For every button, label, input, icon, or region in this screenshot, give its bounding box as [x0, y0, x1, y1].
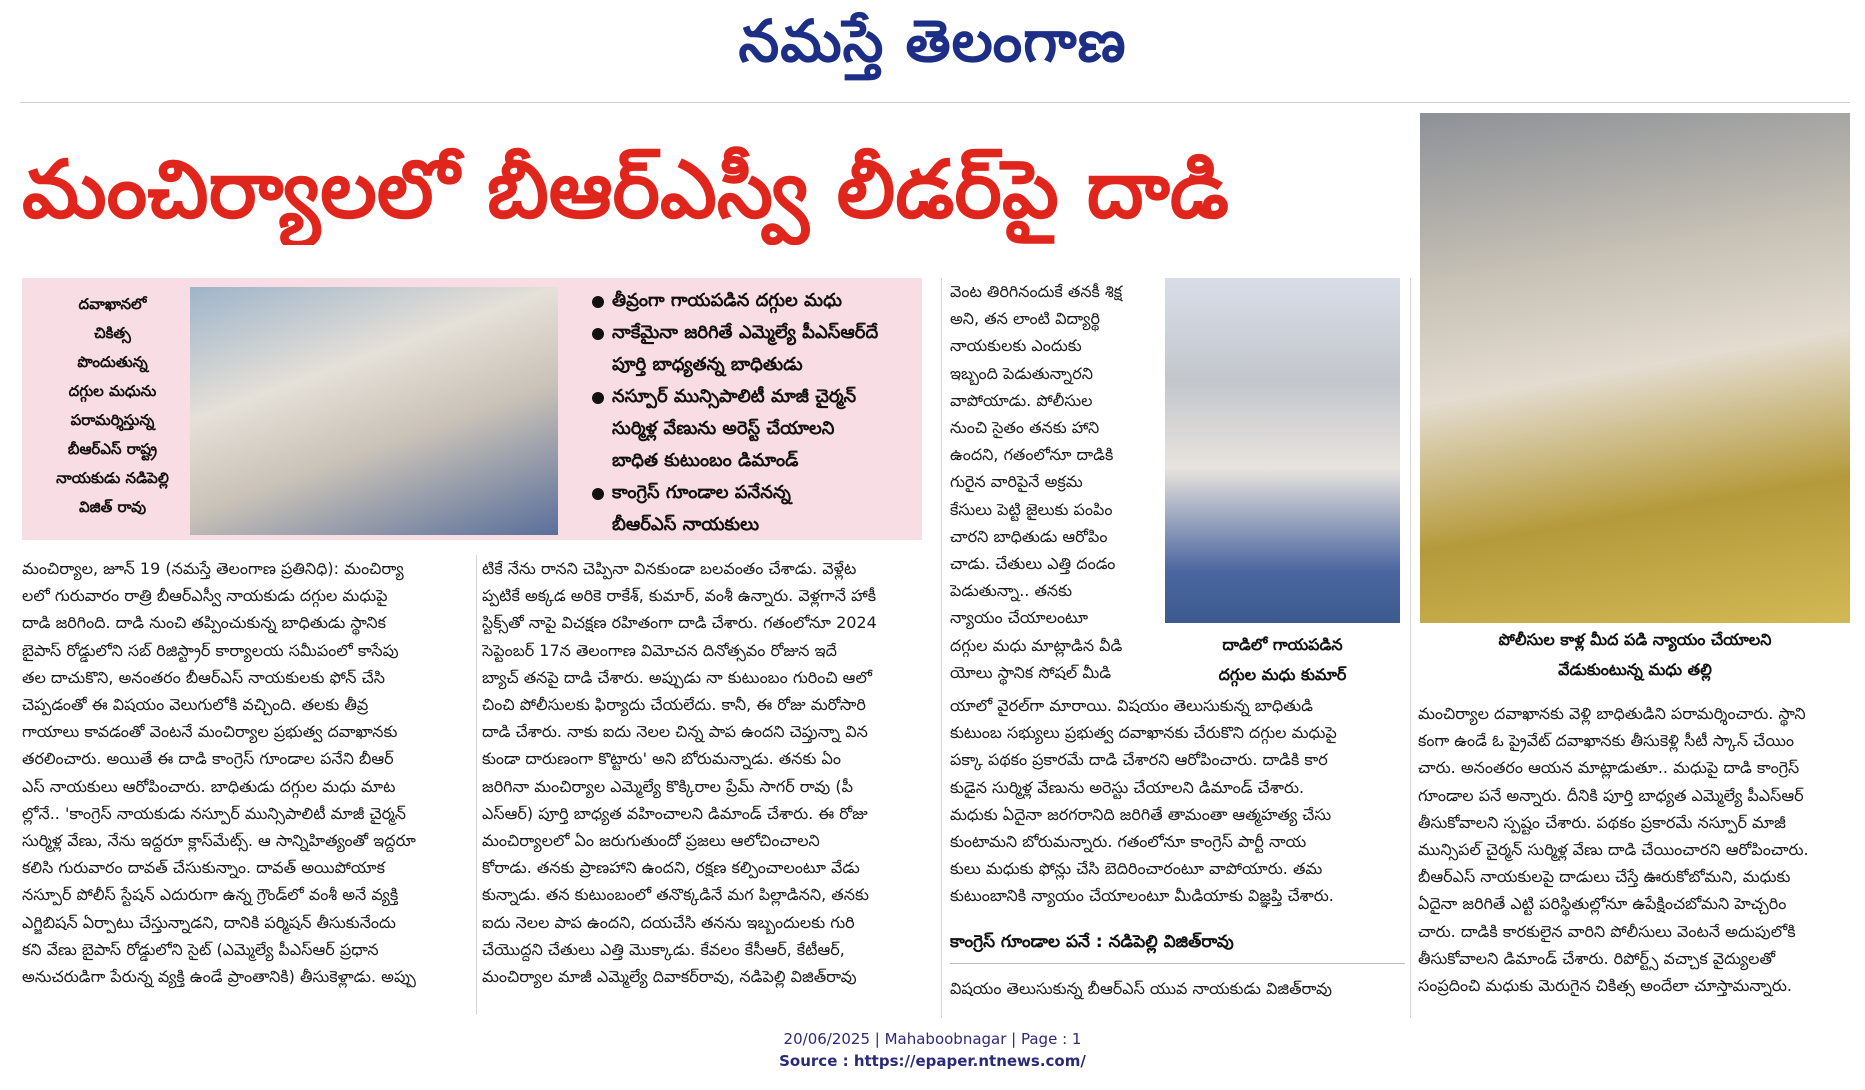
article-line: పెడుతున్నా.. తనకు: [950, 581, 1073, 601]
article-line: కుటుంబానికి న్యాయం చేయాలంటూ మీడియాకు విజ్ఞప్తి చేశారు.: [950, 886, 1334, 906]
article-line: ఐదు నెలల పాప ఉందని, దయచేసి తనను ఇబ్బందులకు గురి: [482, 912, 855, 932]
article-line: సెప్టెంబర్ 17న తెలంగాణ విమోచన దినోత్సవం రోజున ఇదే: [482, 640, 837, 660]
article-line: చాడు. చేతులు ఎత్తి దండం: [950, 554, 1116, 574]
caption-line: విజిత్ రావు: [78, 498, 147, 516]
highlight-text: నస్పూర్ మున్సిపాలిటీ మాజీ చైర్మన్: [612, 386, 857, 407]
article-line: బైపాస్ రోడ్డులోని సబ్ రిజిస్ట్రార్ కార్యాలయ సమీపంలో కాసేపు: [22, 640, 399, 660]
edition-info: 20/06/2025 | Mahaboobnagar | Page : 1: [783, 1030, 1082, 1048]
article-line: చారు. దాడికి కారకులైన వారిని పోలీసులు వెంటనే అదుపులోకి: [1418, 921, 1796, 941]
subheading: కాంగ్రెస్ గూండాల పనే : నడిపెల్లి విజిత్‌రావు: [950, 932, 1234, 952]
article-line: ప్పటికే అక్కడ అరికె రాకేశ్, కుమార్, వంశీ ఉన్నారు. వెళ్లగానే హాకీ: [482, 586, 877, 606]
article-column-3-bottom: [950, 975, 1405, 1005]
article-line: గాయాలు కావడంతో వెంటనే మంచిర్యాల ప్రభుత్వ దవాఖానకు: [22, 722, 398, 742]
article-line: తరలించారు. అయితే ఈ దాడి కాంగ్రెస్ గూండాల పనేని బీఆర్: [22, 749, 394, 769]
caption-line: చికిత్స: [94, 324, 131, 342]
article-line: బీఆర్ఎస్ నాయకులపై దాడులు చేస్తే ఊరుకోబోమని, మధుకు: [1418, 867, 1791, 887]
article-line: మున్సిపల్ చైర్మన్ సుర్మిళ్ల వేణు దాడి చేయించారని ఆరోపించారు.: [1418, 840, 1809, 860]
caption-line: పోలీసుల కాళ్ల మీద పడి న్యాయం చేయాలని: [1498, 630, 1772, 649]
article-line: యోలు స్థానిక సోషల్ మీడి: [950, 662, 1112, 682]
highlight-text: బీఆర్ఎస్ నాయకులు: [612, 514, 760, 535]
article-line: చించి పోలీసులకు ఫిర్యాదు చేయలేదు. కానీ, ఈ రోజు మరోసారి: [482, 695, 866, 715]
article-line: ఎస్ నాయకులు ఆరోపించారు. బాధితుడు దగ్గుల మధు మాట: [22, 776, 396, 796]
source-link[interactable]: Source : https://epaper.ntnews.com/: [779, 1052, 1086, 1070]
caption-line: పొందుతున్న: [77, 353, 148, 371]
caption-line: దగ్గుల మధును: [68, 382, 157, 400]
article-line: గూండాల పనే అన్నారు. దీనికి పూర్తి బాధ్యత ఎమ్మెల్యే పీఎస్ఆర్: [1418, 785, 1804, 805]
article-line: ల్లోనే.. 'కాంగ్రెస్ నాయకుడు నస్పూర్ మున్సిపాలిటీ మాజీ చైర్మన్: [22, 803, 406, 823]
article-line: స్టిక్స్‌తో నాపై విచక్షణ రహితంగా దాడి చేశారు. గతంలోనూ 2024: [482, 613, 877, 633]
page-footer: [0, 1028, 1865, 1076]
article-line: కులు మధుకు ఫోన్లు చేసి బెదిరించారంటూ వాపోయారు. తమ: [950, 859, 1323, 879]
article-line: నుంచి సైతం తనకు హాని: [950, 418, 1100, 438]
victim-photo: [1165, 278, 1400, 623]
article-line: కుంటామని బోరుమన్నారు. గతంలోనూ కాంగ్రెస్ పార్టీ నాయ: [950, 832, 1307, 852]
article-line: చారు. అనంతరం ఆయన మాట్లాడుతూ.. మధుపై దాడి కాంగ్రెస్: [1418, 758, 1800, 778]
article-line: ఎగ్జిబిషన్ ఏర్పాటు చేస్తున్నాడని, దానికి పర్మిషన్ తీసుకునేందు: [22, 912, 396, 932]
article-line: యాలో వైరల్‌గా మారాయి. విషయం తెలుసుకున్న బాధితుడి: [950, 696, 1313, 715]
victim-photo-caption: [1165, 630, 1400, 694]
highlight-text: కాంగ్రెస్ గూండాల పనేనన్న: [612, 482, 791, 503]
highlight-item: [592, 477, 917, 541]
article-column-3-top: [950, 278, 1155, 696]
article-line: మంచిర్యాల మాజీ ఎమ్మెల్యే దివాకర్‌రావు, నడిపెల్లి విజిత్‌రావు: [482, 967, 857, 987]
article-line: దాడి జరిగింది. దాడి నుంచి తప్పించుకున్న బాధితుడు స్థానిక: [22, 613, 386, 633]
article-line: కంగా ఉండే ఓ ప్రైవేట్ దవాఖానకు తీసుకెళ్లి సీటీ స్కాన్ చేయిం: [1418, 731, 1795, 751]
article-line: మంచిర్యాల దవాఖానకు వెళ్లి బాధితుడిని పరామర్శించారు. స్థాని: [1418, 704, 1806, 723]
headline: మంచిర్యాలలో బీఆర్ఎస్వీ లీడర్‌పై దాడి: [22, 143, 1229, 236]
highlights-list: [592, 285, 917, 535]
highlight-text: నాకేమైనా జరిగితే ఎమ్మెల్యే పీఎస్ఆర్‌దే: [612, 322, 879, 343]
highlight-text: తీవ్రంగా గాయపడిన దగ్గుల మధు: [612, 290, 843, 311]
article-line: చెప్పడంతో ఈ విషయం వెలుగులోకి వచ్చింది. తలకు తీవ్ర: [22, 695, 369, 715]
caption-line: దాడిలో గాయపడిన: [1222, 635, 1343, 654]
article-line: నాయకులకు ఎందుకు: [950, 336, 1082, 356]
article-line: మంచిర్యాల, జూన్ 19 (నమస్తే తెలంగాణ ప్రతినిధి): మంచిర్యా: [22, 559, 404, 578]
highlight-text: పూర్తి బాధ్యతన్న బాధితుడు: [612, 354, 803, 375]
article-line: మంచిర్యాలలో ఏం జరుగుతుందో ప్రజలు ఆలోచించాలని: [482, 831, 820, 851]
article-line: సుర్మిళ్ల వేణు, నేను ఇద్దరూ క్లాస్‌మేట్స్. ఆ సాన్నిహిత్యంతో ఇద్దరూ: [22, 831, 416, 851]
article-line: కని వేణు బైపాస్ రోడ్డులోని సైట్ (ఎమ్మెల్యే పీఎస్ఆర్ ప్రధాన: [22, 939, 379, 959]
hospital-photo-caption: [40, 290, 185, 530]
article-column-1: [22, 555, 470, 1021]
caption-line: బీఆర్ఎస్ రాష్ట్ర: [67, 440, 158, 458]
article-line: కలిసి గురువారం దావత్ చేసుకున్నాం. దావత్ అయిపోయాక: [22, 858, 386, 878]
article-line: వాపోయాడు. పోలీసుల: [950, 390, 1093, 410]
column-divider: [476, 555, 477, 1015]
article-line: దగ్గుల మధు మాట్లాడిన వీడి: [950, 635, 1123, 655]
caption-line: వేడుకుంటున్న మధు తల్లి: [1558, 660, 1712, 679]
article-line: లలో గురువారం రాత్రి బీఆర్ఎస్వీ నాయకుడు దగ్గుల మధుపై: [22, 586, 388, 606]
article-column-2: [482, 555, 934, 1021]
article-line: కోరాడు. తనకు ప్రాణహాని ఉందని, రక్షణ కల్పించాలంటూ వేడు: [482, 858, 860, 878]
article-line: వెంట తిరిగినందుకే తనకీ శిక్ష: [950, 282, 1123, 301]
caption-line: దవాఖానలో: [78, 295, 147, 313]
newspaper-logo: నమస్తే తెలంగాణ: [738, 7, 1127, 75]
article-line: చేయొద్దని చేతులు ఎత్తి మొక్కాడు. కేవలం కేసీఆర్, కేటీఆర్,: [482, 939, 845, 959]
article-line: తీసుకోవాలని డిమాండ్ చేశారు. రిపోర్ట్స్ వచ్చాక వైద్యులతో: [1418, 948, 1776, 968]
caption-line: దగ్గుల మధు కుమార్: [1218, 665, 1347, 684]
hospital-visit-photo: [190, 287, 558, 535]
article-line: పక్కా పథకం ప్రకారమే దాడి చేశారని ఆరోపించారు. దాడికి కార: [950, 750, 1328, 770]
article-column-3-middle: [950, 692, 1405, 920]
article-line: నస్పూర్ పోలీస్ స్టేషన్ ఎదురుగా ఉన్న గ్రౌండ్‌లో వంశీ అనే వ్యక్తి: [22, 885, 399, 905]
column-divider: [941, 278, 942, 1018]
highlight-text: సుర్మిళ్ల వేణును అరెస్ట్ చేయాలని: [612, 418, 835, 439]
article-line: మధుకు ఏదైనా జరగరానిది జరిగితే తామంతా ఆత్మహత్య చేసు: [950, 804, 1332, 824]
article-line: ఏదైనా జరిగితే ఎట్టి పరిస్థితుల్లోనూ ఉపేక్షించబోమని హెచ్చరిం: [1418, 894, 1787, 914]
article-line: కుటుంబ సభ్యులు ప్రభుత్వ దవాఖానకు చేరుకొని దగ్గుల మధుపై: [950, 723, 1337, 743]
highlight-text: బాధిత కుటుంబం డిమాండ్: [612, 450, 799, 471]
article-line: ఉందని, గతంలోనూ దాడికి: [950, 445, 1114, 465]
mother-at-police-photo: [1420, 113, 1850, 623]
article-line: తీసుకోవాలని స్పష్టం చేశారు. పథకం ప్రకారమే నస్పూర్ మాజీ: [1418, 812, 1786, 832]
article-line: తల దాచుకొని, అనంతరం బీఆర్ఎస్ నాయకులకు ఫోన్ చేసి: [22, 667, 385, 687]
article-line: కుడైన సుర్మిళ్ల వేణును అరెస్టు చేయాలని డిమాండ్ చేశారు.: [950, 777, 1305, 797]
article-line: కేసులు పెట్టి జైలుకు పంపిం: [950, 499, 1113, 519]
highlight-item: [592, 381, 917, 477]
article-line: ఇబ్బంది పెడుతున్నారని: [950, 363, 1093, 383]
subheading-underline: [950, 963, 1405, 964]
caption-line: పరామర్శిస్తున్న: [70, 411, 155, 429]
article-line: జరిగినా మంచిర్యాల ఎమ్మెల్యే కొక్కిరాల ప్రేమ్ సాగర్ రావు (పీ: [482, 776, 853, 796]
article-line: గురైన వారిపైనే అక్రమ: [950, 472, 1083, 492]
masthead-divider: [20, 102, 1850, 103]
highlight-item: [592, 285, 917, 317]
article-line: టికే నేను రానని చెప్పినా వినకుండా బలవంతం చేశాడు. వెళ్లేట: [482, 559, 857, 578]
article-line: విషయం తెలుసుకున్న బీఆర్ఎస్ యువ నాయకుడు విజిత్‌రావు: [950, 979, 1333, 998]
article-line: దాడి చేశారు. నాకు ఐదు నెలల చిన్న పాప ఉందని చెప్తున్నా విన: [482, 722, 868, 742]
article-line: అనుచరుడిగా పేరున్న వ్యక్తి ఉండే ప్రాంతానికి) తీసుకెళ్లాడు. అప్పు: [22, 967, 416, 987]
highlight-item: [592, 317, 917, 381]
article-column-4: [1418, 700, 1850, 1020]
article-line: అని, తన లాంటి విద్యార్థి: [950, 309, 1100, 329]
article-line: న్యాయం చేయాలంటూ: [950, 608, 1089, 628]
column-divider: [1410, 278, 1411, 1018]
article-line: ఎస్ఆర్) పూర్తి బాధ్యత వహించాలని డిమాండ్ చేశారు. ఈ రోజు: [482, 803, 868, 823]
article-line: కున్నాడు. తన కుటుంబంలో తనొక్కడినే మగ పిల్లాడినని, తనకు: [482, 885, 869, 905]
article-line: బ్యాచ్ తనపై దాడి చేశారు. అప్పుడు నా కుటుంబం గురించి ఆలో: [482, 667, 872, 687]
caption-line: నాయకుడు నడిపెల్లి: [56, 469, 169, 487]
article-line: చారని బాధితుడు ఆరోపిం: [950, 526, 1108, 546]
masthead: [0, 0, 1865, 80]
article-line: సంప్రదించి మధుకు మెరుగైన చికిత్స అందేలా చూస్తామన్నారు.: [1418, 976, 1793, 996]
article-line: కుండా దారుణంగా కొట్టారు' అని బోరుమన్నాడు. తనకు ఏం: [482, 749, 841, 769]
mother-photo-caption: [1420, 625, 1850, 689]
